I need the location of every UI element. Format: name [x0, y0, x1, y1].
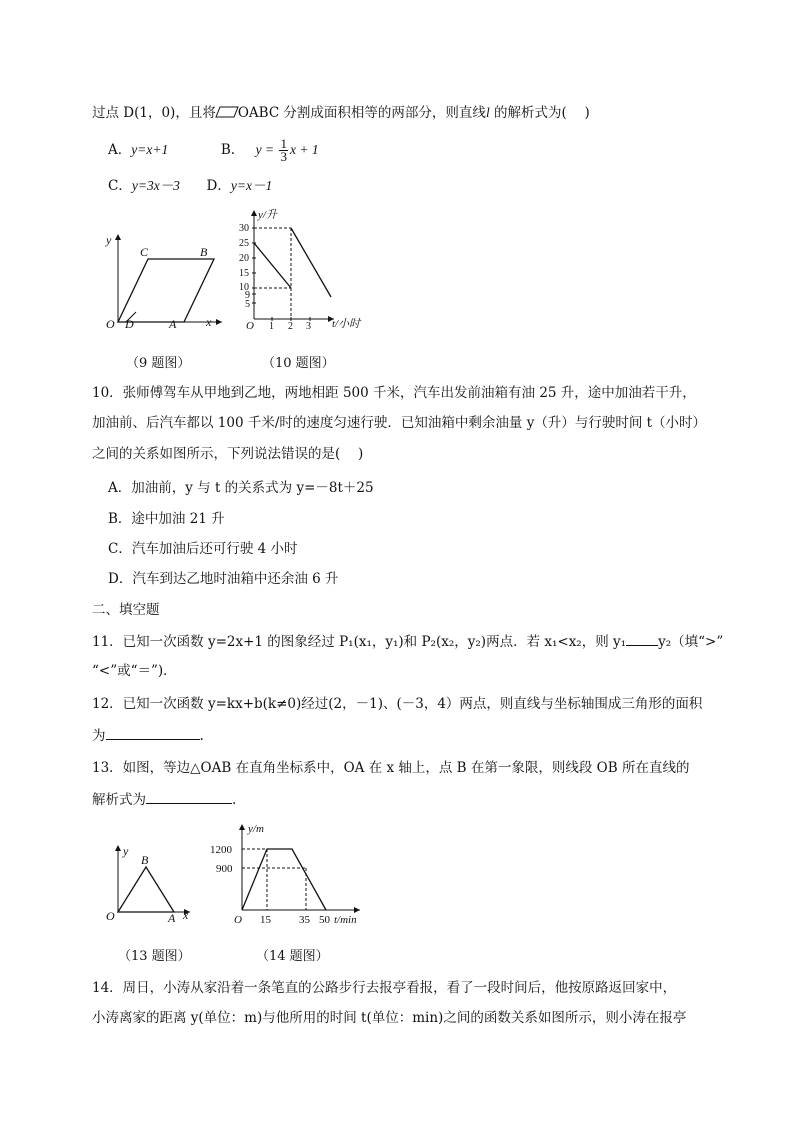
fig14-y-arrow	[239, 824, 245, 830]
q9-stem-after: OABC 分割成面积相等的两部分，则直线	[237, 105, 486, 121]
fig9-label-d: D	[125, 317, 134, 331]
q10-opt-c: C．汽车加油后还可行驶 4 小时	[108, 541, 298, 557]
q9-opt-b-pre: y =	[255, 142, 278, 157]
q9-opt-b-label: B.	[220, 142, 236, 158]
fig10-ytick-9: 9	[245, 290, 250, 301]
fig13-triangle	[118, 867, 174, 912]
fig13-label-o: O	[106, 909, 115, 923]
q14-line2: 小涛离家的距离 y(单位：m)与他所用的时间 t(单位：min)之间的函数关系如图所示，则小涛在报亭	[92, 1010, 687, 1026]
fig14-xtick-15: 15	[260, 914, 271, 926]
fig10-xtick-1: 1	[269, 321, 274, 332]
fig10-segment-after	[291, 228, 331, 297]
q10-line1: 10．张师傅驾车从甲地到乙地，两地相距 500 千米，汽车出发前油箱有油 25 升，途中加油若干升，	[92, 385, 696, 401]
q10-opt-d: D．汽车到达乙地时油箱中还余油 6 升	[108, 571, 339, 587]
q11-line1-b: y₂（填“>”	[658, 634, 724, 650]
q11-line1	[92, 631, 723, 652]
q12-line2	[92, 725, 204, 746]
q9-opt-c-label: C．	[108, 178, 132, 194]
fig13-label-y: y	[123, 844, 129, 858]
figure-10-fuel-graph	[236, 206, 371, 336]
q9-stem-before: 过点 D(1，0)，且将	[92, 105, 216, 121]
fig13-label-a: A	[168, 911, 176, 925]
q10-line3: 之间的关系如图所示，下列说法错误的是( )	[92, 446, 364, 462]
figure-14-distance-graph	[210, 818, 370, 928]
fig9-label-c: C	[140, 245, 149, 259]
q9-stem	[92, 103, 590, 123]
q13-line2-b: .	[232, 792, 237, 808]
fig14-xtick-50: 50	[319, 914, 330, 926]
q9-opt-d-label: D．	[206, 178, 231, 194]
fig9-label-a: A	[169, 317, 177, 331]
q9-stem-var: l	[485, 105, 490, 120]
fig10-origin: O	[246, 320, 254, 332]
fig10-xtick-3: 3	[306, 321, 311, 332]
fig14-origin: O	[234, 914, 242, 926]
fig14-x-label: t/min	[334, 914, 357, 926]
parallelogram-icon	[216, 106, 238, 118]
fig14-xtick-35: 35	[299, 914, 310, 926]
q10-line2: 加油前、后汽车都以 100 千米/时的速度匀速行驶．已知油箱中剩余油量 y（升）与行驶时间 t（小时）	[92, 415, 707, 431]
fig9-label-b: B	[200, 245, 208, 259]
fig10-xtick-2: 2	[288, 321, 293, 332]
q13-line1: 13．如图，等边△OAB 在直角坐标系中，OA 在 x 轴上，点 B 在第一象限，则线段 OB 所在直线的	[92, 760, 690, 776]
q9-opt-c-text: y=3x－3	[131, 178, 180, 193]
fig10-ytick-20: 20	[239, 253, 249, 264]
fig10-ytick-5: 5	[245, 299, 250, 310]
fig10-ytick-30: 30	[239, 223, 249, 234]
fig10-x-label: t/小时	[332, 318, 361, 330]
fig13-label-b: B	[141, 853, 149, 867]
q12-line1: 12．已知一次函数 y=kx+b(k≠0)经过(2，－1)、(－3，4）两点，则直线与坐标轴围成三角形的面积	[92, 696, 703, 712]
fig10-caption: （10 题图）	[262, 356, 335, 371]
q12-line2-b: .	[199, 728, 204, 744]
q12-answer-blank[interactable]	[106, 725, 200, 740]
fig9-label-o: O	[106, 317, 115, 331]
q9-options-cd	[108, 176, 272, 196]
q9-opt-d-text: y=x－1	[230, 178, 273, 193]
fig9-y-arrow	[115, 234, 121, 240]
q9-opt-b-post: x + 1	[289, 142, 319, 157]
fig9-label-y: y	[106, 233, 112, 247]
figure-9-parallelogram	[100, 226, 230, 336]
figure-13-triangle	[100, 845, 195, 930]
fig10-ytick-15: 15	[239, 268, 249, 279]
fig10-segment-before	[254, 243, 291, 288]
q9-stem-end: 的解析式为( )	[489, 105, 590, 121]
fig14-caption: （14 题图）	[256, 949, 329, 964]
q13-line2	[92, 789, 236, 810]
fig10-ytick-25: 25	[239, 238, 249, 249]
q12-line2-a: 为	[92, 728, 106, 744]
fig13-label-x: x	[183, 908, 189, 922]
q9-opt-a-text: y=x+1	[131, 142, 169, 157]
q10-opt-b: B．途中加油 21 升	[108, 511, 225, 527]
q11-answer-blank[interactable]	[626, 631, 658, 646]
q11-line2: “<”或“＝”)．	[92, 663, 177, 679]
fig14-path	[242, 849, 326, 910]
q11-line1-a: 11．已知一次函数 y=2x+1 的图象经过 P₁(x₁，y₁)和 P₂(x₂，y₂)两点．若 x₁<x₂，则 y₁	[92, 634, 627, 650]
fig14-ytick-900: 900	[216, 863, 233, 875]
section-title-fill-blank: 二、填空题	[92, 602, 160, 618]
q9-options-ab	[108, 138, 319, 163]
q13-line2-a: 解析式为	[92, 792, 146, 808]
q9-opt-b-den: 3	[280, 149, 287, 164]
fig9-label-x: x	[206, 315, 212, 329]
fig9-parallelogram	[118, 259, 214, 322]
fig14-y-label: y/m	[248, 823, 264, 835]
fig10-ytick-10: 10	[239, 282, 249, 293]
q9-opt-b-num: 1	[280, 136, 287, 151]
fig10-y-arrow	[251, 210, 257, 216]
q14-line1: 14．周日，小涛从家沿着一条笔直的公路步行去报亭看报，看了一段时间后，他按原路返回家中，	[92, 980, 677, 996]
fig14-ytick-1200: 1200	[210, 844, 232, 856]
fig13-caption: （13 题图）	[118, 949, 191, 964]
fig13-y-arrow	[115, 845, 121, 851]
fig9-caption: （9 题图）	[126, 356, 191, 371]
q13-answer-blank[interactable]	[146, 789, 232, 804]
fig10-y-label: y/升	[258, 209, 277, 221]
q10-opt-a: A．加油前，y 与 t 的关系式为 y=－8t＋25	[108, 480, 374, 496]
fig14-x-arrow	[354, 907, 360, 913]
fig9-x-arrow	[216, 319, 222, 325]
q9-opt-b-fraction	[279, 138, 288, 163]
q9-opt-a-label: A．	[108, 142, 132, 158]
